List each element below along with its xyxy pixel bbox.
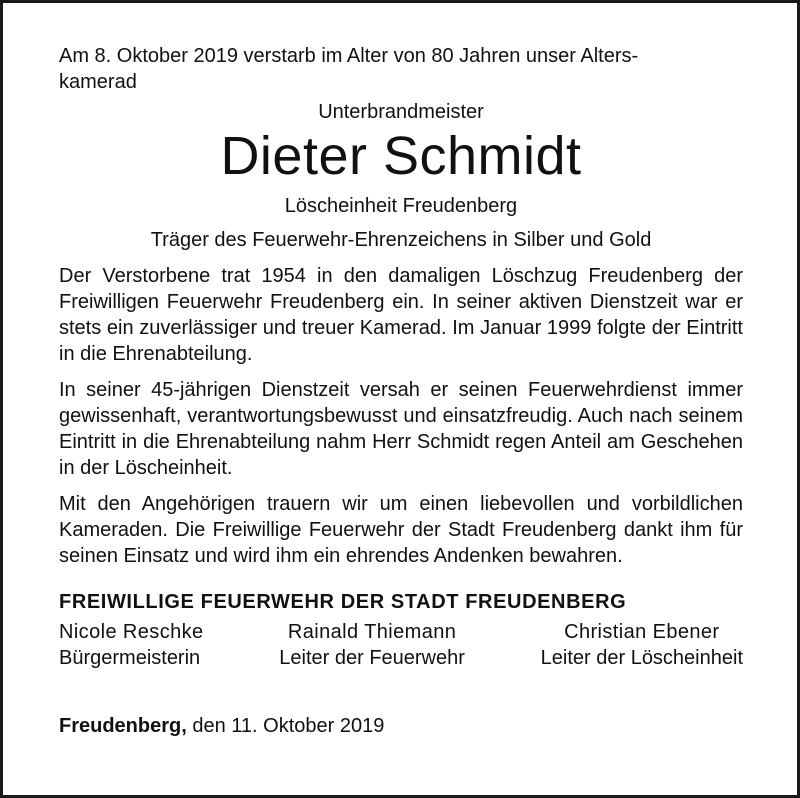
intro-line-1: Am 8. Oktober 2019 verstarb im Alter von 80 Jahren unser Alters- — [59, 45, 639, 67]
honor-text: Träger des Feuerwehr-Ehrenzeichens in Silber und Gold — [150, 229, 652, 251]
paragraph-2: In seiner 45-jährigen Dienstzeit versah er seinen Feuerwehrdienst immer gewissenhaft, verantwortungsbewusst und einsatzfreudig. Auch nach seinem Eintritt in die Ehrenabteilung nahm Herr Schmidt regen Anteil am Geschehen in der Löscheinheit. — [59, 379, 743, 479]
signatory-2 — [279, 619, 465, 671]
date-text: den 11. Oktober 2019 — [186, 715, 385, 737]
intro-line-2: kamerad — [59, 71, 137, 93]
signatory-role: Leiter der Feuerwehr — [279, 647, 465, 669]
paragraph-1: Der Verstorbene trat 1954 in den damaligen Löschzug Freudenberg der Freiwilligen Feuerwehr Freudenberg ein. In seiner aktiven Dienstzeit war er stets ein zuverlässiger und treuer Kamerad. Im Januar 1999 folgte der Eintritt in die Ehrenabteilung. — [59, 265, 743, 365]
organization-name: FREIWILLIGE FEUERWEHR DER STADT FREUDENBERG — [59, 591, 627, 613]
signatory-role: Leiter der Löscheinheit — [540, 647, 743, 669]
signatory-name: Rainald Thiemann — [287, 621, 457, 643]
paragraph-3: Mit den Angehörigen trauern wir um einen liebevollen und vorbildlichen Kameraden. Die Freiwillige Feuerwehr der Stadt Freudenberg dankt ihm für seinen Einsatz und wird ihm ein ehrendes Andenken bewahren. — [59, 493, 743, 567]
place-date — [59, 713, 743, 739]
rank-title: Unterbrandmeister — [318, 101, 484, 123]
signatory-name: Nicole Reschke — [59, 621, 204, 643]
deceased-name: Dieter Schmidt — [220, 126, 582, 186]
intro-text — [59, 43, 743, 95]
signatory-role: Bürgermeisterin — [59, 647, 201, 669]
signatures — [59, 619, 743, 671]
signatory-name: Christian Ebener — [564, 621, 720, 643]
notice-content — [59, 43, 743, 739]
signatory-3 — [541, 619, 743, 671]
unit-name: Löscheinheit Freudenberg — [284, 195, 518, 217]
place-name: Freudenberg, — [59, 715, 187, 737]
signatory-1 — [59, 619, 204, 671]
